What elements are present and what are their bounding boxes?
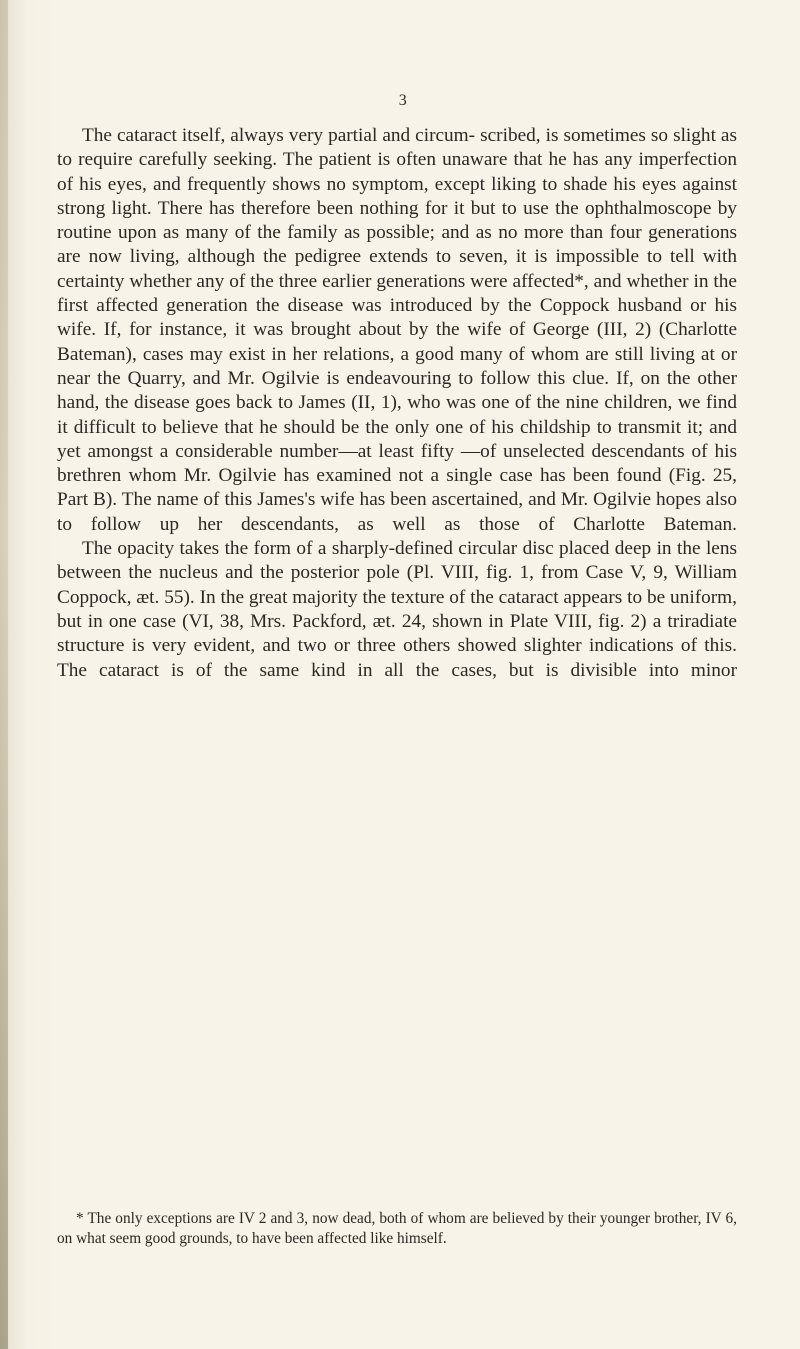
footnote: * The only exceptions are IV 2 and 3, now dead, both of whom are believed by their younger brother, IV 6, on what seem good grounds, to have been affected like himself. [57,1210,737,1247]
page-number: 3 [398,92,408,109]
page-binding-edge [0,0,8,1349]
body-text [57,124,737,683]
paragraph: The opacity takes the form of a sharply-defined circular disc placed deep in the lens between the nucleus and the posterior pole (Pl. VIII, fig. 1, from Case V, 9, William Coppock, æt. 55). In the great majority the texture of the cataract appears to be uniform, but in one case (VI, 38, Mrs. Packford, æt. 24, shown in Plate VIII, fig. 2) a triradiate structure is very evident, and two or three others showed slighter indications of this. The cataract is of the same kind in all the cases, but is divisible into minor [57,538,737,681]
paragraph: The cataract itself, always very partial and circum- scribed, is sometimes so slight as to require carefully seeking. The patient is often unaware that he has any imperfection of his eyes, and frequently shows no symptom, except liking to shade his eyes against strong light. There has therefore been nothing for it but to use the ophthalmoscope by routine upon as many of the family as possible; and as no more than four generations are now living, although the pedigree extends to seven, it is impossible to tell with certainty whether any of the three earlier generations were affected*, and whether in the first affected generation the disease was introduced by the Coppock husband or his wife. If, for instance, it was brought about by the wife of George (III, 2) (Charlotte Bateman), cases may exist in her relations, a good many of whom are still living at or near the Quarry, and Mr. Ogilvie is endeavouring to follow this clue. If, on the other hand, the disease goes back to James (II, 1), who was one of the nine children, we find it difficult to believe that he should be the only one of his childship to transmit it; and yet amongst a considerable number—at least fifty —of unselected descendants of his brethren whom Mr. Ogilvie has examined not a single case has been found (Fig. 25, Part B). The name of this James's wife has been ascertained, and Mr. Ogilvie hopes also to follow up her descendants, as well as those of Charlotte Bateman. [57,125,737,535]
